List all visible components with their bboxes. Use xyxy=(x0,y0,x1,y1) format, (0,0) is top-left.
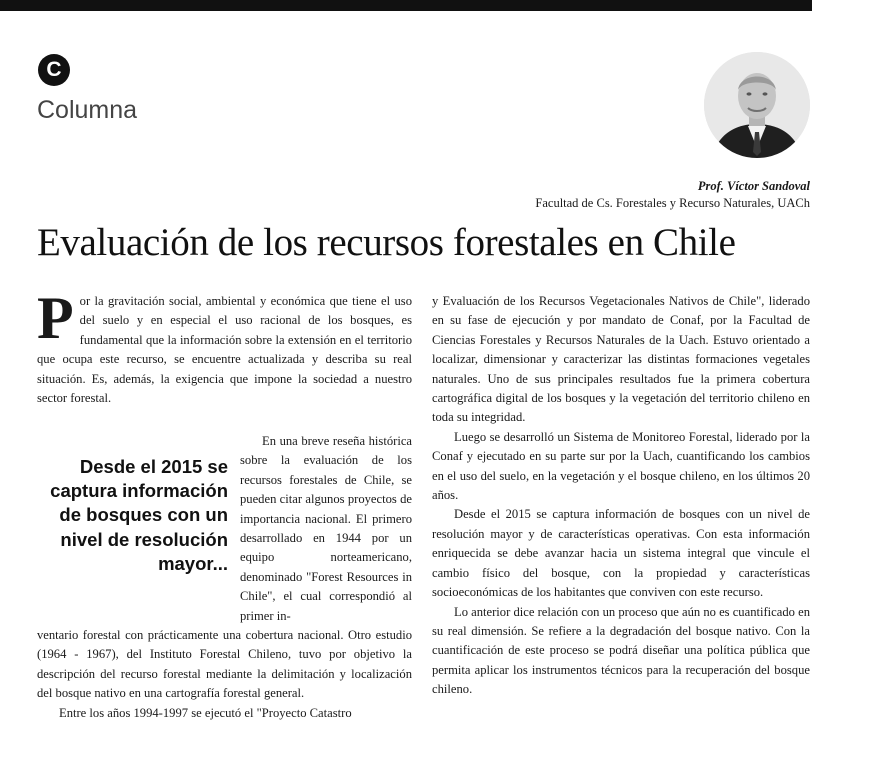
author-affiliation: Facultad de Cs. Forestales y Recurso Naturales, UACh xyxy=(535,196,810,210)
author-name: Prof. Víctor Sandoval xyxy=(697,179,810,193)
paragraph-2: En una breve reseña histórica sobre la evaluación de los recursos forestales de Chile, se pueden citar algunos proyectos de importancia nacional. El primero desarrollado en 1944 por un equipo norteamericano, denominado "Forest Resources in Chile", el cual correspondió al primer in- xyxy=(240,434,412,623)
paragraph-3-continued: y Evaluación de los Recursos Vegetacionales Nativos de Chile", liderado en su fase de ejecución y por mandato de Conaf, por la Facultad de Ciencias Forestales y Recursos Naturales de la Uach. Estuvo orientado a localizar, dimensionar y caracterizar las distintas formaciones vegetales naturales. Uno de sus principales resultados fue la primera cobertura cartográfica digital de los bosques y la vegetación del territorio chileno en toda su integridad. xyxy=(432,294,810,425)
article-left-bottom xyxy=(37,626,412,723)
drop-cap: P xyxy=(37,285,74,351)
article-title: Evaluación de los recursos forestales en Chile xyxy=(37,221,736,264)
paragraph-2-continued: ventario forestal con prácticamente una cobertura nacional. Otro estudio (1964 - 1967), del Instituto Forestal Chileno, tuvo por objetivo la descripción del recurso forestal mediante la delimitación y localización del bosque nativo en una cartografía forestal general. xyxy=(37,628,412,701)
paragraph-5: Desde el 2015 se captura información de bosques con un nivel de resolución mayor y de características operativas. Con esta información enriquecida se debe avanzar hacia un sistema integral que vincule el cambio físico del bosque, con la propiedad y características socioeconómicas de los habitantes que conviven con este recurso. xyxy=(432,507,810,600)
paragraph-4: Luego se desarrolló un Sistema de Monitoreo Forestal, liderado por la Conaf y ejecutado en su parte sur por la Uach, cuantificando los cambios en el uso del suelo, en la vegetación y el bosque chileno, en los últimos 20 años. xyxy=(432,429,810,503)
top-rule xyxy=(0,0,812,11)
pull-quote: Desde el 2015 se captura información de bosques con un nivel de resolución mayor... xyxy=(50,456,228,574)
paragraph-3: Entre los años 1994-1997 se ejecutó el "Proyecto Catastro xyxy=(59,705,352,720)
byline xyxy=(535,178,810,212)
paragraph-1: or la gravitación social, ambiental y económica que tiene el uso del suelo y en especial el uso racional de los bosques, es fundamental que la información sobre la extensión en el territorio que ocupa este recurso, se encuentre actualizada y describa su real situación. Es, además, la exigencia que impone la sociedad a nuestro sector forestal. xyxy=(37,294,412,406)
author-photo xyxy=(704,52,810,158)
article-narrow-column xyxy=(240,432,412,626)
article-right-column xyxy=(432,292,810,700)
paragraph-6: Lo anterior dice relación con un proceso que aún no es cuantificado en su real dimensión. Se refiere a la degradación del bosque nativo. Con la cuantificación de este proceso se podrá diseñar una política pública que permita aplicar los instrumentos técnicos para la recuperación del bosque chileno. xyxy=(432,604,810,697)
section-badge-icon: C xyxy=(38,54,70,86)
article-intro xyxy=(37,285,412,408)
author-portrait-icon xyxy=(704,52,810,158)
section-label: Columna xyxy=(37,96,138,124)
